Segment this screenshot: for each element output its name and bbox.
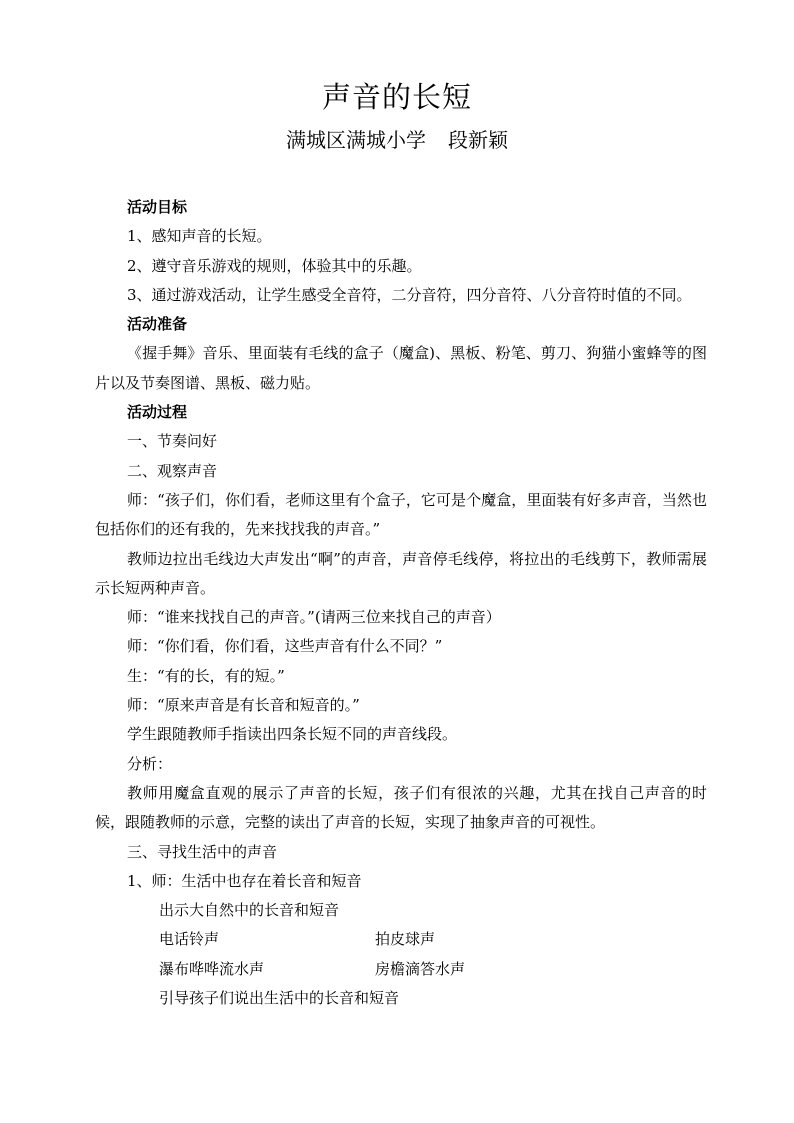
sub-item-1a: 出示大自然中的长音和短音 bbox=[159, 901, 340, 920]
goal-item: 2、遵守音乐游戏的规则，体验其中的乐趣。 bbox=[127, 256, 422, 275]
process-paragraph: 师：“孩子们，你们看，老师这里有个盒子，它可是个魔盒，里面装有好多声音，当然也包括你们的还有我的，先来找找我的声音。” bbox=[95, 490, 707, 539]
document-body bbox=[95, 193, 707, 1013]
process-paragraph: 师：“你们看，你们看，这些声音有什么不同？” bbox=[127, 637, 443, 656]
goal-item: 1、感知声音的长短。 bbox=[127, 227, 272, 246]
prep-heading: 活动准备 bbox=[127, 315, 188, 334]
short-sound: 拍皮球声 bbox=[375, 930, 436, 949]
author-line bbox=[0, 126, 794, 154]
sound-row-2 bbox=[95, 955, 707, 984]
process-step-1: 一、节奏问好 bbox=[127, 432, 218, 451]
process-heading: 活动过程 bbox=[127, 403, 188, 422]
process-paragraph: 生：“有的长，有的短。” bbox=[127, 666, 285, 685]
process-paragraph: 教师边拉出毛线边大声发出“啊”的声音，声音停毛线停，将拉出的毛线剪下，教师需展示长短两种声音。 bbox=[95, 549, 707, 597]
sound-row-1 bbox=[95, 925, 707, 954]
analysis-text: 教师用魔盒直观的展示了声音的长短，孩子们有很浓的兴趣，尤其在找自己声音的时候，跟随教师的示意，完整的读出了声音的长短，实现了抽象声音的可视性。 bbox=[95, 783, 707, 832]
analysis-label: 分析： bbox=[127, 754, 173, 773]
long-sound: 电话铃声 bbox=[159, 930, 220, 949]
process-step-3: 三、寻找生活中的声音 bbox=[127, 842, 278, 861]
short-sound: 房檐滴答水声 bbox=[375, 959, 466, 978]
goal-item: 3、通过游戏活动，让学生感受全音符，二分音符，四分音符、八分音符时值的不同。 bbox=[127, 285, 692, 304]
author-name: 段新颖 bbox=[448, 128, 508, 152]
process-step-2: 二、观察声音 bbox=[127, 461, 218, 480]
process-paragraph: 师：“谁来找找自己的声音。”(请两三位来找自己的声音） bbox=[127, 608, 501, 627]
process-paragraph: 学生跟随教师手指读出四条长短不同的声音线段。 bbox=[127, 725, 458, 744]
author-school: 满城区满城小学 bbox=[286, 128, 426, 152]
sub-item-1b: 引导孩子们说出生活中的长音和短音 bbox=[159, 989, 400, 1008]
goals-heading: 活动目标 bbox=[127, 198, 188, 216]
page-title: 声音的长短 bbox=[321, 80, 472, 114]
long-sound: 瀑布哗哗流水声 bbox=[159, 959, 265, 978]
process-paragraph: 师：“原来声音是有长音和短音的。” bbox=[127, 696, 360, 715]
sub-item-1: 1、师：生活中也存在着长音和短音 bbox=[127, 871, 362, 890]
prep-text: 《握手舞》音乐、里面装有毛线的盒子（魔盒)、黑板、粉笔、剪刀、狗猫小蜜蜂等的图片以及节奏图谱、黑板、磁力贴。 bbox=[95, 344, 707, 392]
